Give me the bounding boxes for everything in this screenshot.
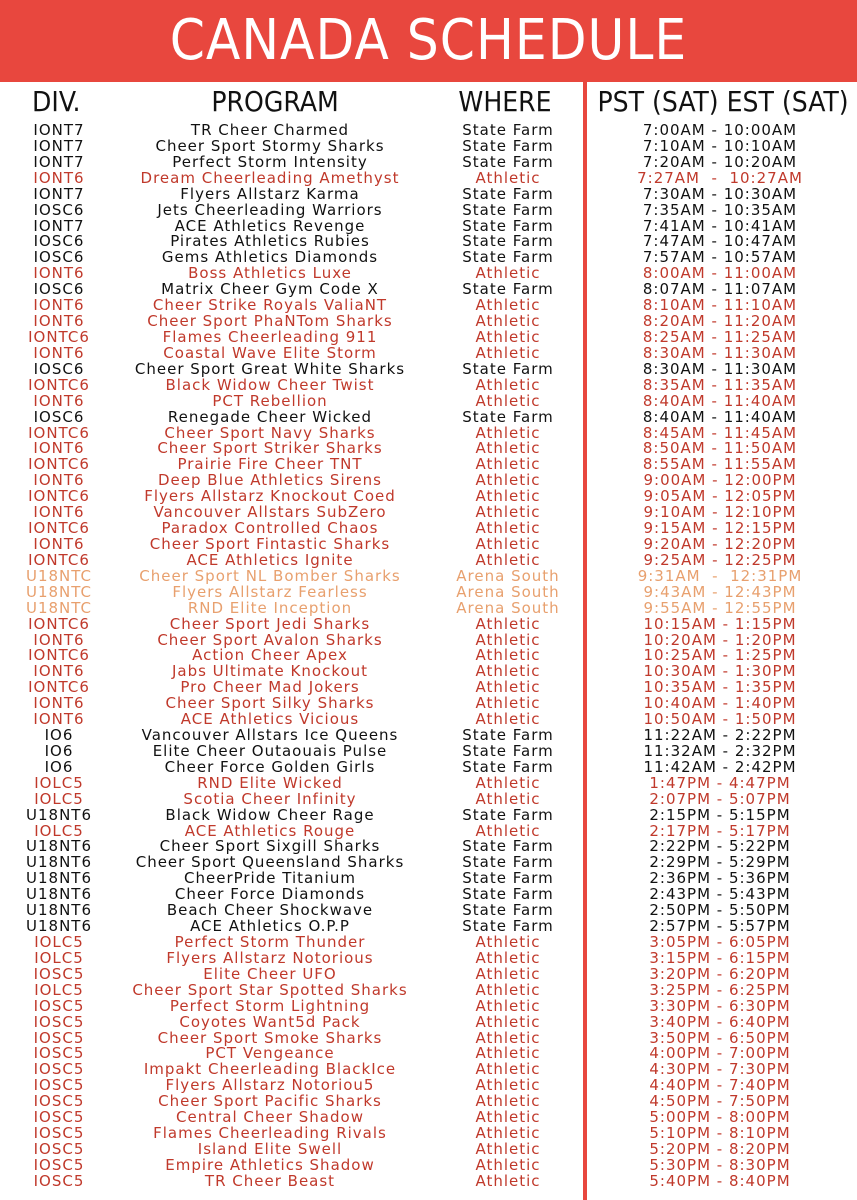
program-cell: Elite Cheer UFO [203, 964, 337, 983]
time-cell: 8:25AM - 11:25AM [642, 327, 798, 346]
program-cell: Coastal Wave Elite Storm [163, 343, 377, 362]
division-cell: IO6 [44, 741, 74, 760]
division-cell: IONTC6 [28, 646, 90, 665]
division-cell: IONT6 [33, 630, 85, 649]
program-cell: ACE Athletics O.P.P [190, 917, 350, 936]
time-cell: 8:50AM - 11:50AM [642, 439, 798, 458]
division-cell: IO6 [44, 726, 74, 745]
program-cell: Cheer Sport Stormy Sharks [155, 136, 385, 155]
division-cell: U18NTC [25, 582, 93, 601]
program-cell: CheerPride Titanium [184, 869, 356, 888]
page-title: CANADA SCHEDULE [169, 8, 688, 73]
location-cell: Athletic [475, 168, 541, 187]
division-cell: IONT6 [33, 710, 85, 729]
program-cell: Flyers Allstarz Knockout Coed [144, 487, 396, 506]
division-cell: IONTC6 [28, 327, 90, 346]
time-cell: 2:15PM - 5:15PM [649, 805, 791, 824]
location-cell: State Farm [462, 901, 554, 920]
program-cell: Black Widow Cheer Twist [165, 375, 375, 394]
division-cell: IOLC5 [34, 980, 84, 999]
time-cell: 8:40AM - 11:40AM [642, 391, 798, 410]
program-cell: Cheer Sport Pacific Sharks [158, 1092, 382, 1111]
location-cell: State Farm [462, 407, 554, 426]
location-cell: State Farm [462, 359, 554, 378]
division-cell: IONTC6 [28, 550, 90, 569]
time-cell: 3:25PM - 6:25PM [649, 980, 791, 999]
time-cell: 7:00AM - 10:00AM [642, 121, 798, 139]
time-cell: 7:35AM - 10:35AM [642, 200, 798, 219]
time-cell: 4:50PM - 7:50PM [649, 1092, 791, 1111]
division-cell: U18NT6 [26, 901, 92, 920]
location-cell: Athletic [475, 519, 541, 538]
time-cell: 3:50PM - 6:50PM [649, 1028, 791, 1047]
location-cell: Athletic [475, 789, 541, 808]
program-cell: Cheer Force Golden Girls [164, 757, 376, 776]
division-cell: IOSC6 [33, 232, 85, 251]
location-cell: State Farm [462, 184, 554, 203]
location-cell: Athletic [475, 1155, 541, 1174]
location-cell: Athletic [475, 646, 541, 665]
location-cell: Athletic [475, 1044, 541, 1063]
location-cell: State Farm [462, 232, 554, 251]
program-cell: Action Cheer Apex [192, 646, 348, 665]
location-cell: State Farm [462, 805, 554, 824]
division-cell: IONTC6 [28, 614, 90, 633]
division-cell: U18NT6 [26, 805, 92, 824]
program-cell: Cheer Sport Avalon Sharks [157, 630, 383, 649]
location-cell: State Farm [462, 853, 554, 872]
time-cell: 10:40AM - 1:40PM [643, 694, 797, 713]
division-cell: IOSC6 [33, 407, 85, 426]
time-cell: 10:25AM - 1:25PM [643, 646, 797, 665]
location-cell: Athletic [475, 614, 541, 633]
program-cell: Flyers Allstarz Karma [180, 184, 360, 203]
division-cell: IONT6 [33, 503, 85, 522]
division-cell: IOLC5 [34, 789, 84, 808]
division-cell: IOSC5 [33, 1108, 85, 1127]
location-cell: Athletic [475, 773, 541, 792]
time-cell: 9:00AM - 12:00PM [643, 471, 797, 490]
program-cell: Jets Cheerleading Warriors [157, 200, 383, 219]
program-cell: Cheer Sport Jedi Sharks [169, 614, 371, 633]
division-cell: IOSC5 [33, 996, 85, 1015]
location-cell: Athletic [475, 423, 541, 442]
location-cell: Athletic [475, 710, 541, 729]
division-cell: U18NTC [25, 598, 93, 617]
division-cell: IOSC5 [33, 1076, 85, 1095]
header-program: PROGRAM [211, 85, 339, 118]
time-cell: 8:07AM - 11:07AM [642, 280, 798, 299]
program-cell: Flyers Allstarz Fearless [172, 582, 368, 601]
time-cell: 2:36PM - 5:36PM [649, 869, 791, 888]
program-cell: Dream Cheerleading Amethyst [140, 168, 400, 187]
division-cell: IOSC6 [33, 248, 85, 267]
time-cell: 8:30AM - 11:30AM [642, 343, 798, 362]
division-cell: U18NT6 [26, 885, 92, 904]
division-cell: IONT6 [33, 471, 85, 490]
location-cell: Athletic [475, 1012, 541, 1031]
program-cell: Pro Cheer Mad Jokers [180, 678, 360, 697]
program-cell: ACE Athletics Revenge [174, 216, 366, 235]
location-cell: Athletic [475, 534, 541, 553]
program-cell: Flyers Allstarz Notoriou5 [165, 1076, 375, 1095]
time-cell: 10:20AM - 1:20PM [643, 630, 797, 649]
time-cell: 9:05AM - 12:05PM [643, 487, 797, 506]
division-cell: IOSC5 [33, 1140, 85, 1158]
program-cell: Cheer Strike Royals ValiaNT [152, 296, 388, 315]
program-cell: TR Cheer Beast [204, 1171, 336, 1190]
division-cell: IOSC6 [33, 280, 85, 299]
location-cell: Athletic [475, 1124, 541, 1143]
program-cell: ACE Athletics Rouge [184, 821, 356, 840]
division-cell: U18NT6 [26, 869, 92, 888]
time-cell: 1:47PM - 4:47PM [649, 773, 791, 792]
location-cell: State Farm [462, 200, 554, 219]
program-cell: Cheer Sport Great White Sharks [134, 359, 406, 378]
program-cell: Jabs Ultimate Knockout [171, 662, 369, 681]
program-cell: Cheer Sport Fintastic Sharks [149, 534, 391, 553]
time-cell: 5:40PM - 8:40PM [649, 1171, 791, 1190]
location-cell: State Farm [462, 216, 554, 235]
time-cell: 10:15AM - 1:15PM [643, 614, 797, 633]
division-cell: IOSC6 [33, 200, 85, 219]
location-cell: Arena South [456, 566, 560, 585]
division-cell: IONT6 [33, 534, 85, 553]
division-cell: IOLC5 [34, 821, 84, 840]
program-cell: Cheer Sport Silky Sharks [165, 694, 375, 713]
program-cell: Island Elite Swell [197, 1140, 343, 1158]
division-cell: IONT6 [33, 312, 85, 331]
division-cell: IONT6 [33, 694, 85, 713]
program-cell: Vancouver Allstars SubZero [153, 503, 387, 522]
program-cell: RND Elite Inception [187, 598, 353, 617]
time-cell: 9:15AM - 12:15PM [643, 519, 797, 538]
location-cell: Athletic [475, 327, 541, 346]
time-cell: 8:55AM - 11:55AM [642, 455, 798, 474]
location-cell: Athletic [475, 550, 541, 569]
time-cell: 7:20AM - 10:20AM [642, 152, 798, 171]
program-cell: Pirates Athletics Rubies [170, 232, 370, 251]
location-cell: Athletic [475, 439, 541, 458]
location-cell: Athletic [475, 933, 541, 952]
time-cell: 11:22AM - 2:22PM [643, 726, 797, 745]
program-cell: Flames Cheerleading 911 [162, 327, 378, 346]
location-cell: Athletic [475, 996, 541, 1015]
location-cell: State Farm [462, 885, 554, 904]
location-cell: State Farm [462, 280, 554, 299]
location-cell: Athletic [475, 343, 541, 362]
division-cell: IONT7 [33, 216, 85, 235]
program-cell: Boss Athletics Luxe [188, 264, 352, 283]
program-cell: Central Cheer Shadow [176, 1108, 364, 1127]
time-cell: 7:30AM - 10:30AM [642, 184, 798, 203]
division-cell: IO6 [44, 757, 74, 776]
time-cell: 7:57AM - 10:57AM [642, 248, 798, 267]
division-cell: IOSC5 [33, 1171, 85, 1190]
program-cell: Prairie Fire Cheer TNT [177, 455, 363, 474]
program-cell: Beach Cheer Shockwave [166, 901, 374, 920]
program-cell: Flyers Allstarz Notorious [166, 948, 374, 967]
location-cell: State Farm [462, 869, 554, 888]
division-cell: IONT6 [33, 264, 85, 283]
program-cell: Elite Cheer Outaouais Pulse [152, 741, 388, 760]
division-cell: IONT6 [33, 439, 85, 458]
location-cell: Athletic [475, 662, 541, 681]
time-cell: 8:45AM - 11:45AM [642, 423, 798, 442]
division-cell: IONT6 [33, 168, 85, 187]
program-cell: TR Cheer Charmed [190, 121, 350, 139]
header-time: PST (SAT) EST (SAT) [597, 85, 849, 118]
time-cell: 2:50PM - 5:50PM [649, 901, 791, 920]
division-cell: IONTC6 [28, 423, 90, 442]
program-cell: Scotia Cheer Infinity [183, 789, 357, 808]
location-cell: State Farm [462, 917, 554, 936]
location-cell: State Farm [462, 121, 554, 139]
location-cell: Athletic [475, 312, 541, 331]
header-where: WHERE [458, 85, 552, 118]
time-cell: 10:35AM - 1:35PM [643, 678, 797, 697]
location-cell: Athletic [475, 678, 541, 697]
program-cell: Deep Blue Athletics Sirens [158, 471, 382, 490]
location-cell: State Farm [462, 152, 554, 171]
time-cell: 2:22PM - 5:22PM [649, 837, 791, 856]
header-div: DIV. [32, 85, 81, 118]
program-cell: Cheer Sport NL Bomber Sharks [139, 566, 401, 585]
title-banner [0, 0, 857, 82]
division-cell: IONT6 [33, 343, 85, 362]
location-cell: Athletic [475, 630, 541, 649]
program-cell: Impakt Cheerleading BlackIce [143, 1060, 397, 1079]
program-cell: Cheer Sport Sixgill Sharks [159, 837, 381, 856]
division-cell: IONTC6 [28, 519, 90, 538]
time-cell: 2:07PM - 5:07PM [649, 789, 791, 808]
location-cell: State Farm [462, 136, 554, 155]
program-cell: Cheer Sport Queensland Sharks [135, 853, 405, 872]
location-cell: Arena South [456, 598, 560, 617]
division-cell: IONT7 [33, 121, 85, 139]
division-cell: IOSC6 [33, 359, 85, 378]
program-cell: Perfect Storm Thunder [174, 933, 366, 952]
division-cell: IONTC6 [28, 455, 90, 474]
division-cell: IONT7 [33, 152, 85, 171]
location-cell: Athletic [475, 487, 541, 506]
division-cell: U18NT6 [26, 853, 92, 872]
program-cell: Cheer Sport Striker Sharks [157, 439, 383, 458]
time-cell: 4:30PM - 7:30PM [649, 1060, 791, 1079]
program-cell: Paradox Controlled Chaos [161, 519, 379, 538]
time-cell: 7:27AM - 10:27AM [637, 168, 803, 187]
time-cell: 10:30AM - 1:30PM [643, 662, 797, 681]
program-cell: RND Elite Wicked [197, 773, 343, 792]
division-cell: U18NTC [25, 566, 93, 585]
division-cell: IOSC5 [33, 1060, 85, 1079]
time-cell: 8:00AM - 11:00AM [642, 264, 798, 283]
time-cell: 3:15PM - 6:15PM [649, 948, 791, 967]
time-cell: 4:40PM - 7:40PM [649, 1076, 791, 1095]
location-cell: Athletic [475, 1092, 541, 1111]
location-cell: Athletic [475, 455, 541, 474]
program-cell: Cheer Sport PhaNTom Sharks [147, 312, 393, 331]
location-cell: Athletic [475, 296, 541, 315]
time-cell: 2:43PM - 5:43PM [649, 885, 791, 904]
program-cell: Perfect Storm Intensity [172, 152, 368, 171]
division-cell: IOSC5 [33, 1124, 85, 1143]
program-cell: ACE Athletics Ignite [186, 550, 354, 569]
division-cell: IOLC5 [34, 948, 84, 967]
location-cell: Arena South [456, 582, 560, 601]
program-cell: Coyotes Want5d Pack [179, 1012, 361, 1031]
location-cell: State Farm [462, 757, 554, 776]
location-cell: State Farm [462, 248, 554, 267]
time-cell: 3:20PM - 6:20PM [649, 964, 791, 983]
location-cell: Athletic [475, 1171, 541, 1190]
location-cell: Athletic [475, 1140, 541, 1158]
time-cell: 9:20AM - 12:20PM [643, 534, 797, 553]
division-cell: U18NT6 [26, 837, 92, 856]
time-cell: 5:30PM - 8:30PM [649, 1155, 791, 1174]
time-cell: 4:00PM - 7:00PM [649, 1044, 791, 1063]
division-cell: IONT6 [33, 662, 85, 681]
division-cell: U18NT6 [26, 917, 92, 936]
division-cell: IONT7 [33, 184, 85, 203]
time-cell: 2:29PM - 5:29PM [649, 853, 791, 872]
time-cell: 11:42AM - 2:42PM [643, 757, 797, 776]
location-cell: Athletic [475, 1060, 541, 1079]
location-cell: Athletic [475, 964, 541, 983]
time-cell: 9:31AM - 12:31PM [637, 566, 803, 585]
program-cell: Cheer Sport Smoke Sharks [157, 1028, 383, 1047]
program-cell: ACE Athletics Vicious [180, 710, 360, 729]
program-cell: Empire Athletics Shadow [165, 1155, 375, 1174]
time-cell: 8:30AM - 11:30AM [642, 359, 798, 378]
program-cell: Flames Cheerleading Rivals [153, 1124, 387, 1143]
location-cell: State Farm [462, 837, 554, 856]
time-cell: 8:40AM - 11:40AM [642, 407, 798, 426]
location-cell: Athletic [475, 391, 541, 410]
division-cell: IONTC6 [28, 375, 90, 394]
time-cell: 2:17PM - 5:17PM [649, 821, 791, 840]
division-cell: IONT6 [33, 391, 85, 410]
time-cell: 9:43AM - 12:43PM [643, 582, 797, 601]
time-cell: 8:20AM - 11:20AM [642, 312, 798, 331]
division-cell: IONTC6 [28, 487, 90, 506]
location-cell: Athletic [475, 821, 541, 840]
division-cell: IONT6 [33, 296, 85, 315]
program-cell: Perfect Storm Lightning [169, 996, 371, 1015]
program-cell: Cheer Sport Navy Sharks [164, 423, 376, 442]
time-cell: 7:47AM - 10:47AM [642, 232, 798, 251]
program-cell: Gems Athletics Diamonds [161, 248, 379, 267]
time-cell: 5:00PM - 8:00PM [649, 1108, 791, 1127]
time-cell: 8:35AM - 11:35AM [642, 375, 798, 394]
location-cell: Athletic [475, 948, 541, 967]
time-cell: 5:10PM - 8:10PM [649, 1124, 791, 1143]
time-cell: 3:30PM - 6:30PM [649, 996, 791, 1015]
division-cell: IOLC5 [34, 933, 84, 952]
location-cell: Athletic [475, 1028, 541, 1047]
time-cell: 5:20PM - 8:20PM [649, 1140, 791, 1158]
time-cell: 9:10AM - 12:10PM [643, 503, 797, 522]
location-cell: Athletic [475, 264, 541, 283]
location-cell: Athletic [475, 1108, 541, 1127]
location-cell: State Farm [462, 741, 554, 760]
division-cell: IONT7 [33, 136, 85, 155]
program-cell: Cheer Force Diamonds [174, 885, 366, 904]
program-cell: Matrix Cheer Gym Code X [161, 280, 379, 299]
time-cell: 2:57PM - 5:57PM [649, 917, 791, 936]
time-cell: 3:40PM - 6:40PM [649, 1012, 791, 1031]
time-cell: 3:05PM - 6:05PM [649, 933, 791, 952]
division-cell: IOSC5 [33, 1092, 85, 1111]
division-cell: IOSC5 [33, 1044, 85, 1063]
division-cell: IOLC5 [34, 773, 84, 792]
schedule-table [0, 123, 857, 1190]
division-cell: IOSC5 [33, 964, 85, 983]
location-cell: Athletic [475, 471, 541, 490]
location-cell: Athletic [475, 694, 541, 713]
time-cell: 7:10AM - 10:10AM [642, 136, 798, 155]
time-cell: 7:41AM - 10:41AM [642, 216, 798, 235]
time-cell: 9:55AM - 12:55PM [643, 598, 797, 617]
program-cell: PCT Vengeance [205, 1044, 335, 1063]
location-cell: Athletic [475, 980, 541, 999]
program-cell: Black Widow Cheer Rage [165, 805, 375, 824]
time-cell: 11:32AM - 2:32PM [643, 741, 797, 760]
location-cell: Athletic [475, 1076, 541, 1095]
program-cell: Cheer Sport Star Spotted Sharks [132, 980, 408, 999]
table-row [0, 1171, 857, 1190]
program-cell: PCT Rebellion [212, 391, 328, 410]
program-cell: Renegade Cheer Wicked [167, 407, 373, 426]
program-cell: Vancouver Allstars Ice Queens [141, 726, 399, 745]
division-cell: IONTC6 [28, 678, 90, 697]
time-cell: 10:50AM - 1:50PM [643, 710, 797, 729]
location-cell: Athletic [475, 375, 541, 394]
division-cell: IOSC5 [33, 1155, 85, 1174]
division-cell: IOSC5 [33, 1012, 85, 1031]
time-cell: 9:25AM - 12:25PM [643, 550, 797, 569]
location-cell: State Farm [462, 726, 554, 745]
location-cell: Athletic [475, 503, 541, 522]
time-cell: 8:10AM - 11:10AM [642, 296, 798, 315]
division-cell: IOSC5 [33, 1028, 85, 1047]
